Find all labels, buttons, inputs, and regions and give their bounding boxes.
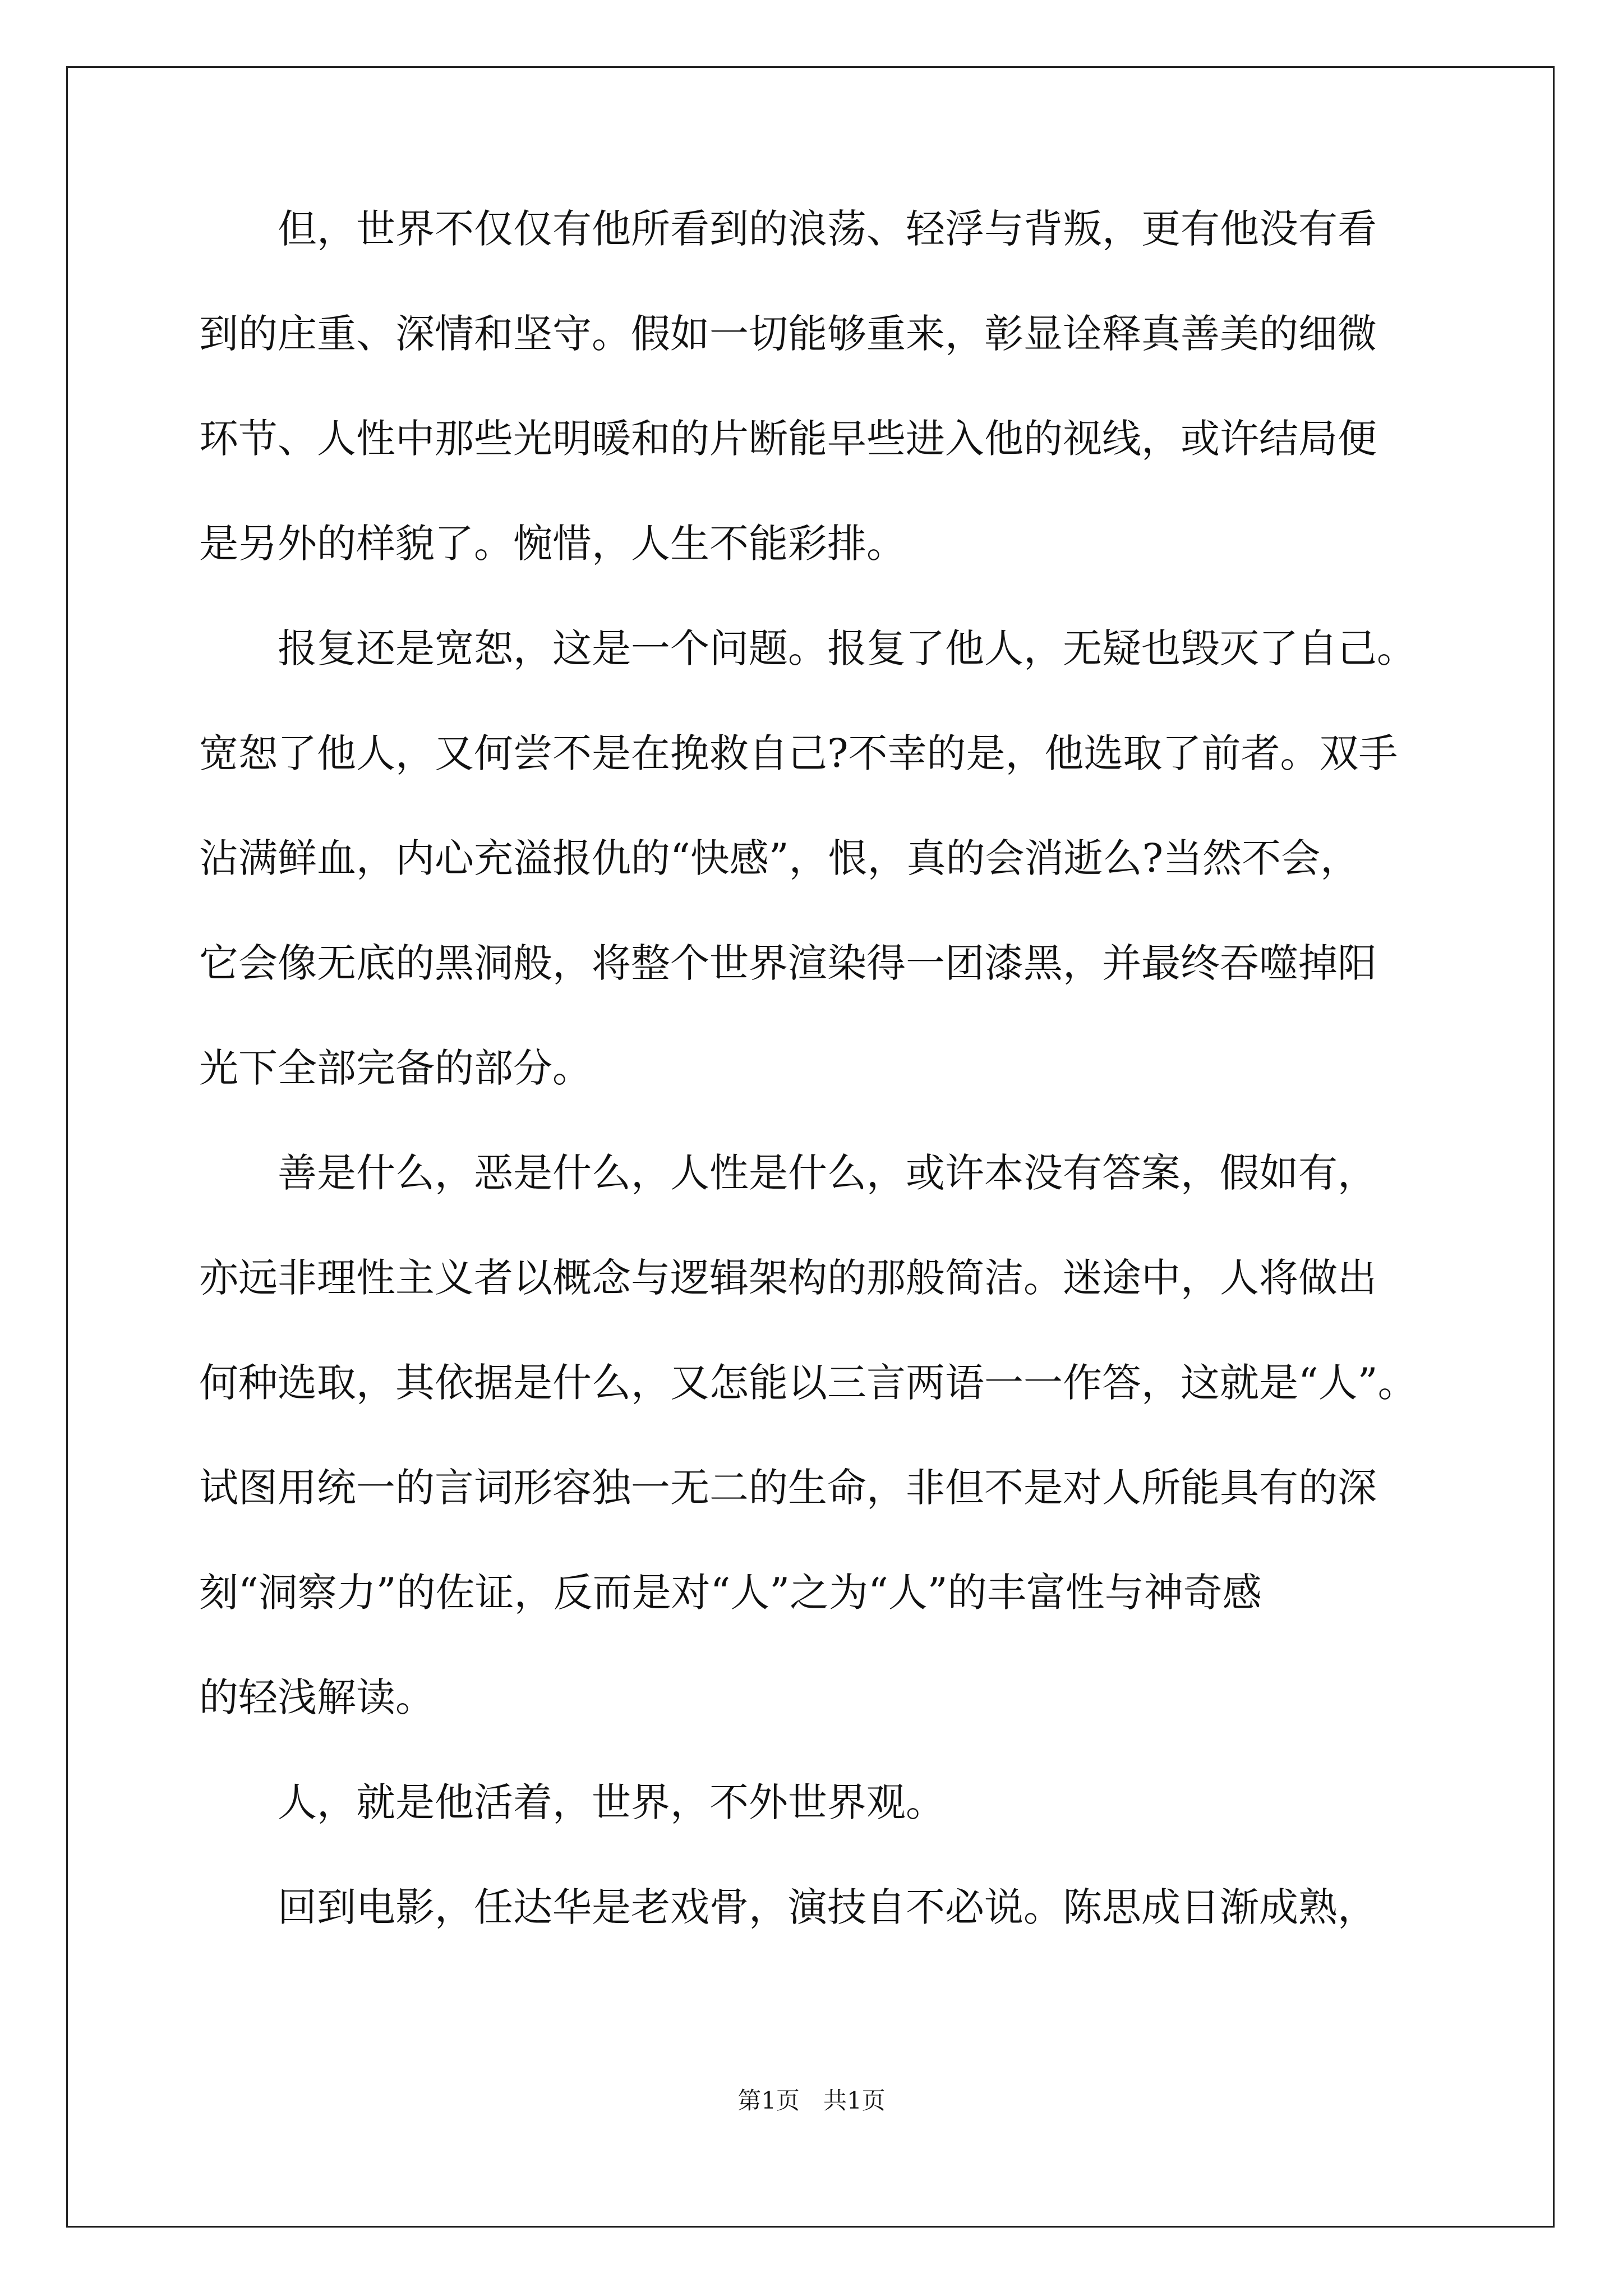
- page-footer: 第1页 共1页: [737, 2087, 886, 2114]
- text-line: 刻“洞察力”的佐证，反而是对“人”之为“人”的丰富性与神奇感: [199, 1570, 1262, 1616]
- text-line: 回到电影，任达华是老戏骨，演技自不必说。陈思成日渐成熟，: [199, 1884, 1377, 1930]
- text-line: 亦远非理性主义者以概念与逻辑架构的那般简洁。迷途中，人将做出: [199, 1255, 1377, 1301]
- text-line: 它会像无底的黑洞般，将整个世界渲染得一团漆黑，并最终吞噬掉阳: [199, 940, 1377, 986]
- text-line: 光下全部完备的部分。: [199, 1045, 592, 1091]
- text-line: 何种选取，其依据是什么，又怎能以三言两语一一作答，这就是“人”。: [199, 1360, 1417, 1406]
- text-line: 善是什么，恶是什么，人性是什么，或许本没有答案，假如有，: [199, 1150, 1377, 1196]
- text-line: 环节、人性中那些光明暖和的片断能早些进入他的视线，或许结局便: [199, 416, 1377, 462]
- text-line: 的轻浅解读。: [199, 1674, 435, 1720]
- text-line: 试图用统一的言词形容独一无二的生命，非但不是对人所能具有的深: [199, 1465, 1377, 1511]
- text-line: 是另外的样貌了。惋惜，人生不能彩排。: [199, 521, 906, 567]
- text-line: 沾满鲜血，内心充溢报仇的“快感”，恨，真的会消逝么?当然不会，: [199, 835, 1360, 881]
- text-line: 报复还是宽恕，这是一个问题。报复了他人，无疑也毁灭了自己。: [199, 625, 1416, 671]
- text-line: 人，就是他活着，世界，不外世界观。: [199, 1779, 945, 1825]
- text-line: 但，世界不仅仅有他所看到的浪荡、轻浮与背叛，更有他没有看: [199, 206, 1377, 252]
- text-line: 到的庄重、深情和坚守。假如一切能够重来，彰显诠释真善美的细微: [199, 311, 1377, 357]
- text-line: 宽恕了他人，又何尝不是在挽救自己?不幸的是，他选取了前者。双手: [199, 730, 1398, 776]
